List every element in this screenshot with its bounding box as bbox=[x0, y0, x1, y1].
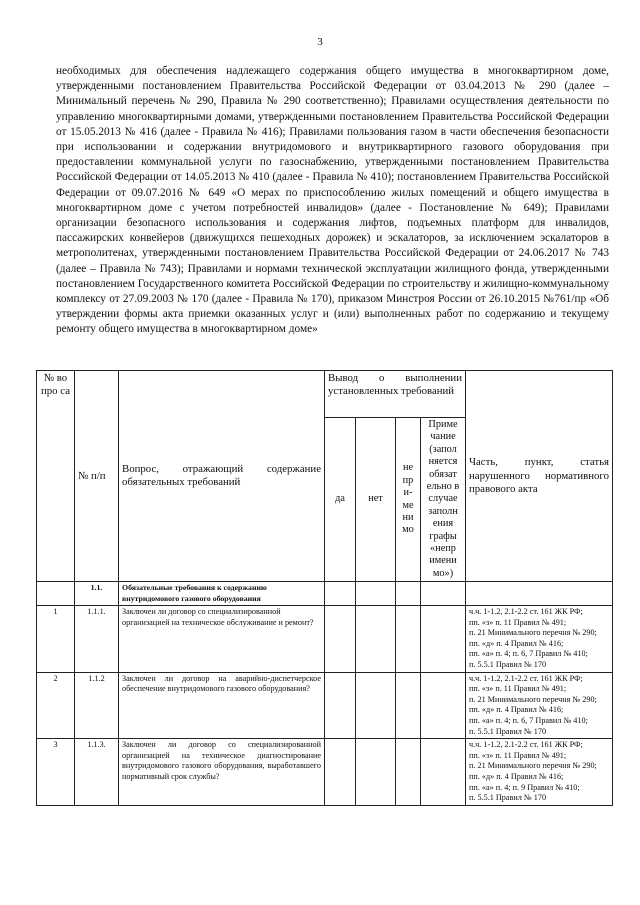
group-number: 1.1. bbox=[75, 582, 119, 606]
question-number: 2 bbox=[37, 672, 75, 739]
table-row bbox=[37, 672, 613, 739]
legal-ref-line: ч.ч. 1-1.2, 2.1-2.2 ст. 161 ЖК РФ; bbox=[469, 740, 583, 750]
header-note: Приме чание (запол няется обязат ельно в случае заполн ения графы «непр имени мо») bbox=[421, 418, 466, 582]
legal-ref-line: п. 5.5.1 Правил № 170 bbox=[469, 660, 547, 670]
item-number: 1.1.2 bbox=[75, 672, 119, 739]
header-yes: да bbox=[325, 418, 356, 582]
note-cell[interactable] bbox=[421, 672, 466, 739]
table-row bbox=[37, 739, 613, 806]
item-number: 1.1.3. bbox=[75, 739, 119, 806]
group-row bbox=[37, 582, 613, 606]
page-number: 3 bbox=[317, 36, 323, 48]
legal-ref-line: п. 21 Минимального перечня № 290; bbox=[469, 761, 597, 771]
empty-cell bbox=[421, 582, 466, 606]
legal-ref-line: ч.ч. 1-1.2, 2.1-2.2 ст. 161 ЖК РФ; bbox=[469, 607, 583, 617]
question-number: 1 bbox=[37, 606, 75, 673]
item-number: 1.1.1. bbox=[75, 606, 119, 673]
header-legal-reference: Часть, пункт, статья нарушенного нормативного правового акта bbox=[466, 371, 613, 582]
answer-not-applicable-cell[interactable] bbox=[396, 606, 421, 673]
empty-cell bbox=[325, 582, 356, 606]
note-cell[interactable] bbox=[421, 606, 466, 673]
answer-no-cell[interactable] bbox=[356, 739, 396, 806]
legal-ref-line: пп. «а» п. 4; п. 6, 7 Правил № 410; bbox=[469, 649, 588, 659]
answer-no-cell[interactable] bbox=[356, 606, 396, 673]
header-no: нет bbox=[356, 418, 396, 582]
question-text: Заключен ли договор на аварийно-диспетчерское обеспечение внутридомового газового оборудования? bbox=[119, 672, 325, 739]
legal-ref-line: пп. «а» п. 4; п. 9 Правил № 410; bbox=[469, 782, 580, 792]
answer-yes-cell[interactable] bbox=[325, 739, 356, 806]
legal-ref-line: п. 21 Минимального перечня № 290; bbox=[469, 628, 597, 638]
answer-not-applicable-cell[interactable] bbox=[396, 739, 421, 806]
legal-ref-line: ч.ч. 1-1.2, 2.1-2.2 ст. 161 ЖК РФ; bbox=[469, 673, 583, 683]
legal-ref-line: пп. «д» п. 4 Правил № 416; bbox=[469, 772, 564, 781]
legal-reference bbox=[466, 672, 613, 739]
group-empty-cell bbox=[37, 582, 75, 606]
checklist-table bbox=[36, 370, 613, 806]
legal-ref-line: пп. «а» п. 4; п. 6, 7 Правил № 410; bbox=[469, 716, 588, 726]
header-not-applicable: не пр и- ме ни мо bbox=[396, 418, 421, 582]
question-number: 3 bbox=[37, 739, 75, 806]
empty-cell bbox=[466, 582, 613, 606]
question-text: Заключен ли договор со специализированной организацией на техническое обслуживание и ремонт? bbox=[119, 606, 325, 673]
legal-ref-line: пп. «з» п. 11 Правил № 491; bbox=[469, 617, 567, 627]
header-question: Вопрос, отражающий содержание обязательных требований bbox=[119, 371, 325, 582]
table-row bbox=[37, 606, 613, 673]
legal-ref-line: п. 5.5.1 Правил № 170 bbox=[469, 793, 547, 803]
legal-ref-line: пп. «з» п. 11 Правил № 491; bbox=[469, 684, 567, 694]
empty-cell bbox=[396, 582, 421, 606]
answer-not-applicable-cell[interactable] bbox=[396, 672, 421, 739]
legal-reference bbox=[466, 739, 613, 806]
answer-no-cell[interactable] bbox=[356, 672, 396, 739]
question-text: Заключен ли договор со специализированной организацией на техническое диагностирование внутридомового газового оборудования, выработавшего нормативный срок службы? bbox=[119, 739, 325, 806]
answer-yes-cell[interactable] bbox=[325, 606, 356, 673]
note-cell[interactable] bbox=[421, 739, 466, 806]
legal-ref-line: пп. «д» п. 4 Правил № 416; bbox=[469, 638, 564, 648]
legal-ref-line: пп. «д» п. 4 Правил № 416; bbox=[469, 705, 564, 715]
header-conclusion: Вывод о выполнении установленных требований bbox=[325, 371, 466, 418]
legal-ref-line: п. 5.5.1 Правил № 170 bbox=[469, 726, 547, 736]
legal-ref-line: пп. «з» п. 11 Правил № 491; bbox=[469, 750, 567, 760]
group-title: Обязательные требования к содержанию внутридомового газового оборудования bbox=[119, 582, 325, 606]
table-header-row bbox=[37, 371, 613, 418]
header-item-number: № п/п bbox=[75, 371, 119, 582]
intro-paragraph: необходимых для обеспечения надлежащего содержания общего имущества в многоквартирном доме, утвержденными постановлением Правительства Российской Федерации от 03.04.2013 № 290 (далее – Минимальный перечень № 290, Правила № 290 соответственно); Правилами осуществления деятельности по управлению многоквартирными домами, утвержденными постановлением Правительства Российской Федерации от 15.05.2013 № 416 (далее - Правила № 416); Правилами пользования газом в части обеспечения безопасности при использовании и содержании внутридомового и внутриквартирного газового оборудования при предоставлении коммунальной услуги по газоснабжению, утвержденными постановлением Правительства Российской Федерации от 14.05.2013 № 410 (далее - Правила № 410); постановлением Правительства Российской Федерации от 09.07.2016 № 649 «О мерах по приспособлению жилых помещений и общего имущества в многоквартирном доме с учетом потребностей инвалидов» (далее - Постановление № 649); Правилами организации безопасного использования и содержания лифтов, подъемных платформ для инвалидов, пассажирских конвейеров (движущихся пешеходных дорожек) и эскалаторов, за исключением эскалаторов в метрополитенах, утвержденными постановлением Правительства Российской Федерации от 24.06.2017 № 743 (далее – Правила № 743); Правилами и нормами технической эксплуатации жилищного фонда, утвержденными постановлением Государственного комитета Российской Федерации по строительству и жилищно-коммунальному комплексу от 27.09.2003 № 170 (далее - Правила № 170), приказом Минстроя России от 26.10.2015 №761/пр «Об утверждении формы акта приемки оказанных услуг и (или) выполненных работ по содержанию и текущему ремонту общего имущества в многоквартирном доме» bbox=[56, 65, 609, 336]
legal-reference bbox=[466, 606, 613, 673]
answer-yes-cell[interactable] bbox=[325, 672, 356, 739]
empty-cell bbox=[356, 582, 396, 606]
header-question-number: № во про са bbox=[37, 371, 75, 582]
legal-ref-line: п. 21 Минимального перечня № 290; bbox=[469, 694, 597, 704]
